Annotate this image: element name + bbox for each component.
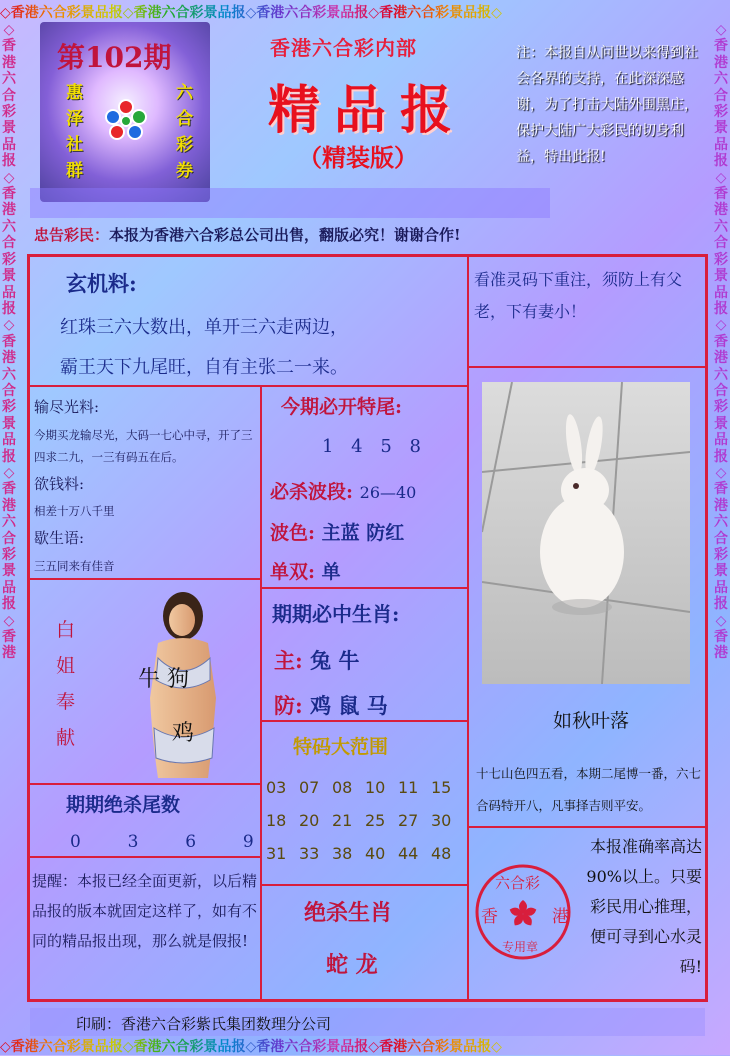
lottery-logo-icon — [102, 98, 150, 142]
range-number: 15 — [431, 778, 452, 797]
header-right-char: 六 — [176, 83, 193, 103]
range-number: 40 — [365, 844, 386, 863]
header-left-char: 惠 — [66, 83, 83, 103]
paper-title: 精品报 — [268, 80, 467, 141]
special-tail-title: 今期必开特尾: — [281, 396, 403, 418]
special-tail-digits: 1 4 5 8 — [322, 436, 427, 457]
mystic-bottom-line — [29, 385, 467, 387]
range-number: 30 — [431, 811, 452, 830]
autumn-text: 十七山色四五看，本期二尾博一番，六七合码特开八，凡事择吉则平安。 — [476, 766, 702, 813]
zodiac-must-title: 期期必中生肖: — [272, 602, 400, 626]
zodiac-main-value: 兔 牛 — [310, 648, 360, 673]
stamp-bottom-text: 专用章 — [502, 940, 539, 954]
range-grid — [266, 778, 466, 863]
mystic-line-1: 红珠三六大数出，单开三六走两边， — [60, 317, 348, 338]
center-line-2 — [261, 720, 467, 722]
model-vertical-text — [56, 612, 78, 756]
header-right-vertical — [176, 80, 194, 184]
warning-text: 本报为香港六合彩总公司出售，翻版必究！谢谢合作! — [109, 226, 461, 244]
reminder-text: 提醒：本报已经全面更新，以后精品报的版本就固定这样了，如有不同的精品报出现，那么就是假报! — [32, 872, 258, 950]
zodiac-main-row — [274, 645, 359, 675]
header-right-char: 彩 — [176, 135, 193, 155]
left-box-title-3: 歇生语: — [34, 529, 85, 547]
range-number: 33 — [299, 844, 320, 863]
range-number: 10 — [365, 778, 386, 797]
top-right-text: 看准灵码下重注，须防上有父老，下有妻小！ — [474, 270, 683, 321]
autumn-title: 如秋叶落 — [553, 710, 630, 732]
stamp-right-text: 港 — [552, 907, 569, 927]
rabbit-photo — [482, 382, 690, 684]
accuracy-text: 本报准确率高达90%以上。只要彩民用心推理，便可寻到心水灵码! — [586, 837, 702, 976]
range-number: 20 — [299, 811, 320, 830]
model-zodiac-1: 牛 狗 — [138, 667, 189, 692]
center-line-3 — [261, 884, 467, 886]
center-line-1 — [261, 587, 467, 589]
warning-label: 忠告彩民： — [34, 226, 110, 244]
color-value: 主蓝 防红 — [321, 522, 405, 544]
org-name: 香港六合彩内部 — [270, 36, 417, 60]
left-box-title-1: 输尽光料: — [34, 398, 100, 416]
kill-wave-value: 26—40 — [359, 483, 417, 502]
range-number: 21 — [332, 811, 353, 830]
kill-wave-label: 必杀波段: — [270, 481, 354, 503]
zodiac-guard-row — [274, 690, 388, 720]
range-number: 03 — [266, 778, 287, 797]
stamp-left-text: 香 — [481, 907, 498, 927]
header-left-char: 群 — [66, 161, 83, 181]
range-number: 11 — [398, 778, 419, 797]
kill-zodiac-title: 绝杀生肖 — [304, 900, 393, 926]
border-left-text: ◇香港六合彩景品报◇香港六合彩景品报◇香港六合彩景品报◇香港六合彩景品报◇香港 — [2, 22, 16, 662]
left-box-text-3: 三五同来有佳音 — [34, 559, 115, 573]
kill-zodiac-value: 蛇 龙 — [326, 952, 378, 978]
footer-text: 印刷：香港六合彩紫氏集团数理分公司 — [76, 1015, 332, 1033]
color-row — [270, 518, 404, 545]
range-number: 07 — [299, 778, 320, 797]
left-box-bottom-line — [29, 578, 260, 580]
zodiac-guard-value: 鸡 鼠 马 — [310, 693, 388, 718]
model-vertical-char: 奉 — [56, 691, 76, 713]
border-top-text: ◇香港六合彩景品报◇香港六合彩景品报◇香港六合彩景品报◇香港六合彩景品报◇ — [0, 2, 730, 22]
border-right-text: ◇香港六合彩景品报◇香港六合彩景品报◇香港六合彩景品报◇香港六合彩景品报◇香港 — [714, 22, 728, 662]
mystic-line-2: 霸王天下九尾旺，自有主张二一来。 — [60, 357, 348, 378]
stamp-top-text: 六合彩 — [495, 874, 541, 892]
range-number: 27 — [398, 811, 419, 830]
left-box-text-1: 今期买龙输尽光，大码一七心中寻，开了三四求二九，一三有码五在后。 — [34, 428, 253, 464]
kill-tail-digits: 0 3 6 9 — [70, 832, 266, 852]
color-label: 波色: — [270, 522, 316, 544]
range-number: 18 — [266, 811, 287, 830]
header-right-char: 合 — [176, 109, 193, 129]
issue-number: 第102期 — [57, 41, 172, 74]
header-divider-bar — [30, 188, 550, 218]
right-line-1 — [469, 366, 707, 368]
left-line-3 — [29, 856, 260, 858]
model-zodiac-2: 鸡 — [172, 721, 195, 746]
center-column-divider — [260, 386, 262, 1001]
header-note: 注：本报自从问世以来得到社会各界的支持，在此深深感谢，为了打击大陆外围黑庄，保护大陆广大彩民的切身利益，特出此报! — [516, 45, 698, 165]
header-left-char: 泽 — [66, 109, 83, 129]
left-box-text-2: 相差十万八千里 — [34, 504, 115, 518]
range-number: 25 — [365, 811, 386, 830]
warning-line — [34, 224, 461, 245]
edition-label: （精装版） — [298, 143, 418, 172]
range-number: 48 — [431, 844, 452, 863]
kill-wave-row — [270, 477, 416, 504]
odd-even-row — [270, 557, 341, 584]
model-vertical-char: 献 — [56, 727, 76, 749]
odd-even-label: 单双: — [270, 561, 316, 583]
model-vertical-char: 白 — [56, 619, 76, 641]
right-line-2 — [469, 826, 707, 828]
range-number: 08 — [332, 778, 353, 797]
header-left-vertical — [66, 80, 84, 184]
header-right-char: 券 — [176, 161, 193, 181]
odd-even-value: 单 — [321, 561, 341, 583]
zodiac-guard-label: 防: — [274, 693, 303, 718]
range-number: 31 — [266, 844, 287, 863]
mystic-title: 玄机料: — [66, 271, 137, 296]
model-vertical-char: 姐 — [56, 655, 76, 677]
left-line-2 — [29, 783, 260, 785]
border-bottom-text: ◇香港六合彩景品报◇香港六合彩景品报◇香港六合彩景品报◇香港六合彩景品报◇ — [0, 1036, 730, 1056]
range-number: 44 — [398, 844, 419, 863]
zodiac-main-label: 主: — [274, 648, 303, 673]
range-title: 特码大范围 — [293, 736, 389, 758]
header-left-char: 社 — [66, 135, 83, 155]
range-number: 38 — [332, 844, 353, 863]
kill-tail-title: 期期绝杀尾数 — [66, 794, 181, 816]
left-box-title-2: 欲钱料: — [34, 475, 85, 493]
